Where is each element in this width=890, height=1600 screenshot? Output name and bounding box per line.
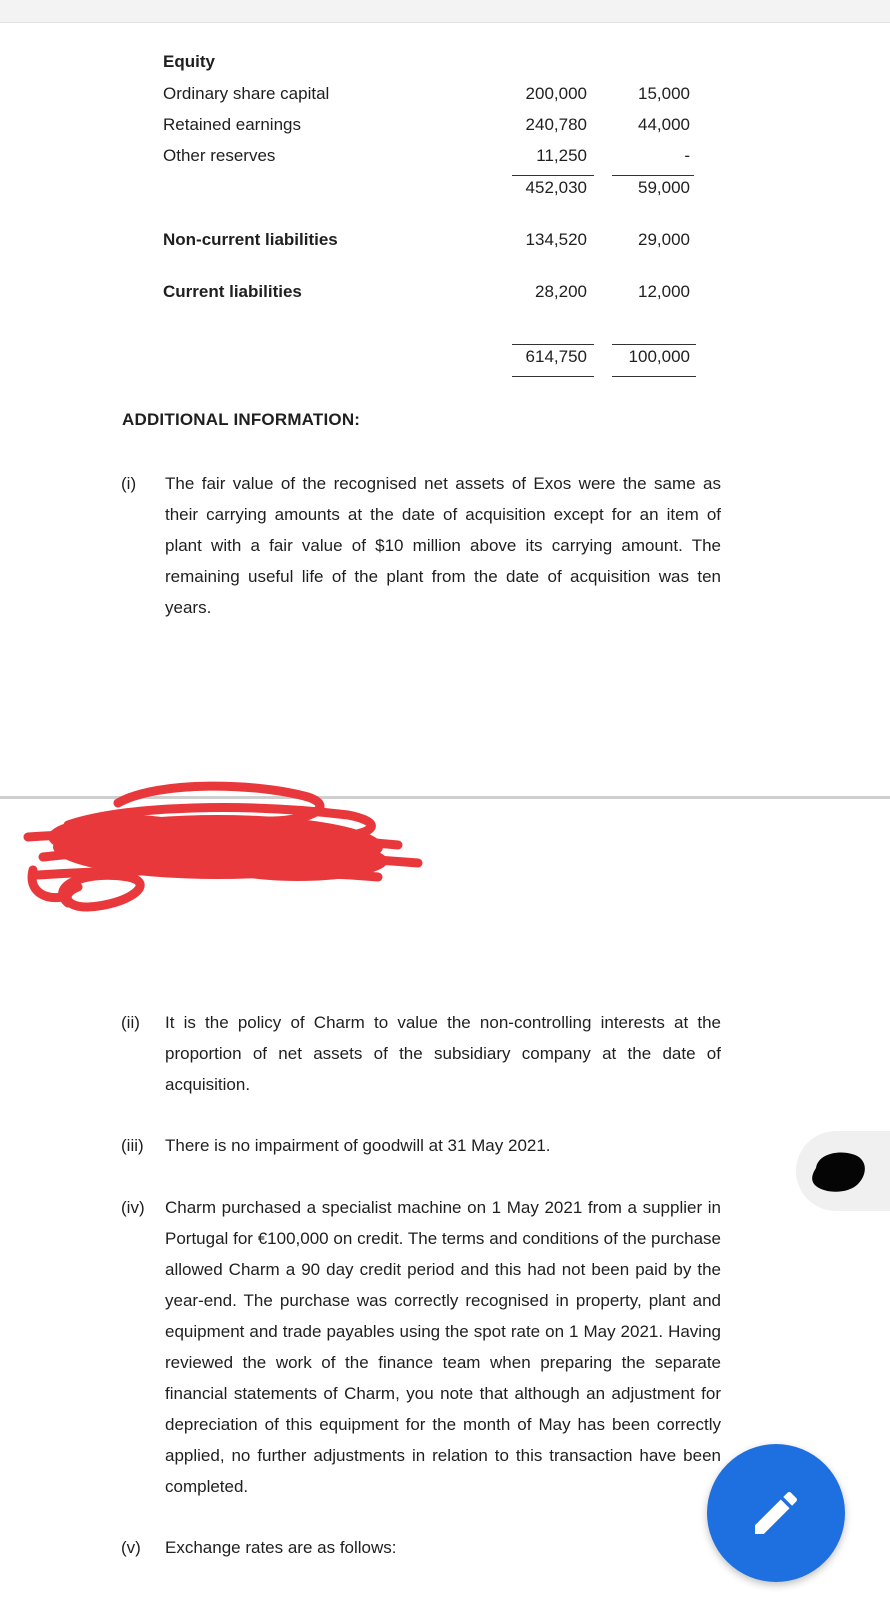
grand-total-row xyxy=(0,347,890,371)
total-rule-col2 xyxy=(612,344,696,345)
subtotal-rule-col1 xyxy=(512,175,594,176)
current-col2: 12,000 xyxy=(638,282,690,301)
equity-total-col2: 59,000 xyxy=(638,178,690,197)
note-marker: (v) xyxy=(121,1538,141,1557)
current-col1: 28,200 xyxy=(535,282,587,301)
row-value-col1: 200,000 xyxy=(525,84,587,103)
note-marker: (ii) xyxy=(121,1013,140,1032)
row-label: Ordinary share capital xyxy=(163,84,330,103)
note-marker: (i) xyxy=(121,474,137,493)
non-current-label: Non-current liabilities xyxy=(163,230,338,249)
redaction-scribble xyxy=(8,775,428,925)
note-text: Exchange rates are as follows: xyxy=(165,1538,397,1557)
grand-total-col1: 614,750 xyxy=(525,347,587,366)
non-current-col2: 29,000 xyxy=(638,230,690,249)
double-rule-col2 xyxy=(612,376,696,377)
row-label: Retained earnings xyxy=(163,115,301,134)
non-current-liabilities-row xyxy=(0,230,890,254)
equity-heading: Equity xyxy=(163,52,215,71)
table-row xyxy=(0,115,890,139)
table-row xyxy=(0,146,890,170)
row-label: Other reserves xyxy=(163,146,276,165)
equity-heading-row xyxy=(0,52,890,76)
subtotal-rule-col2 xyxy=(612,175,694,176)
redaction-blob-icon xyxy=(808,1148,870,1196)
note-text: The fair value of the recognised net assets of Exos were the same as their carrying amounts at the date of acquisition except for an item of plant with a fair value of $10 million above its carrying amount. The remaining useful life of the plant from the date of acquisition was ten years. xyxy=(165,474,721,617)
row-value-col2: 15,000 xyxy=(638,84,690,103)
pencil-icon xyxy=(748,1485,804,1541)
current-liabilities-row xyxy=(0,282,890,306)
note-text: It is the policy of Charm to value the non-controlling interests at the proportion of net assets of the subsidiary company at the date of acquisition. xyxy=(165,1013,721,1094)
double-rule-col1 xyxy=(512,376,594,377)
grand-total-col2: 100,000 xyxy=(628,347,690,366)
non-current-col1: 134,520 xyxy=(525,230,587,249)
current-label: Current liabilities xyxy=(163,282,302,301)
row-value-col2: - xyxy=(684,146,690,165)
note-text: Charm purchased a specialist machine on 1 May 2021 from a supplier in Portugal for €100,000 on credit. The terms and conditions of the purchase allowed Charm a 90 day credit period and this had not been paid by the year-end. The purchase was correctly recognised in property, plant and equipment and trade payables using the spot rate on 1 May 2021. Having reviewed the work of the finance team when preparing the separate financial statements of Charm, you note that although an adjustment for depreciation of this equipment for the month of May has been correctly applied, no further adjustments in relation to this transaction have been completed. xyxy=(165,1198,721,1496)
table-row xyxy=(0,84,890,108)
note-marker: (iii) xyxy=(121,1136,144,1155)
equity-total-row xyxy=(0,178,890,202)
row-value-col1: 11,250 xyxy=(536,146,587,165)
total-rule-col1 xyxy=(512,344,594,345)
row-value-col1: 240,780 xyxy=(525,115,587,134)
row-value-col2: 44,000 xyxy=(638,115,690,134)
note-marker: (iv) xyxy=(121,1198,145,1217)
equity-total-col1: 452,030 xyxy=(525,178,587,197)
edit-button[interactable] xyxy=(707,1444,845,1582)
top-toolbar xyxy=(0,0,890,23)
additional-info-title: ADDITIONAL INFORMATION: xyxy=(122,410,361,429)
note-text: There is no impairment of goodwill at 31 May 2021. xyxy=(165,1136,551,1155)
